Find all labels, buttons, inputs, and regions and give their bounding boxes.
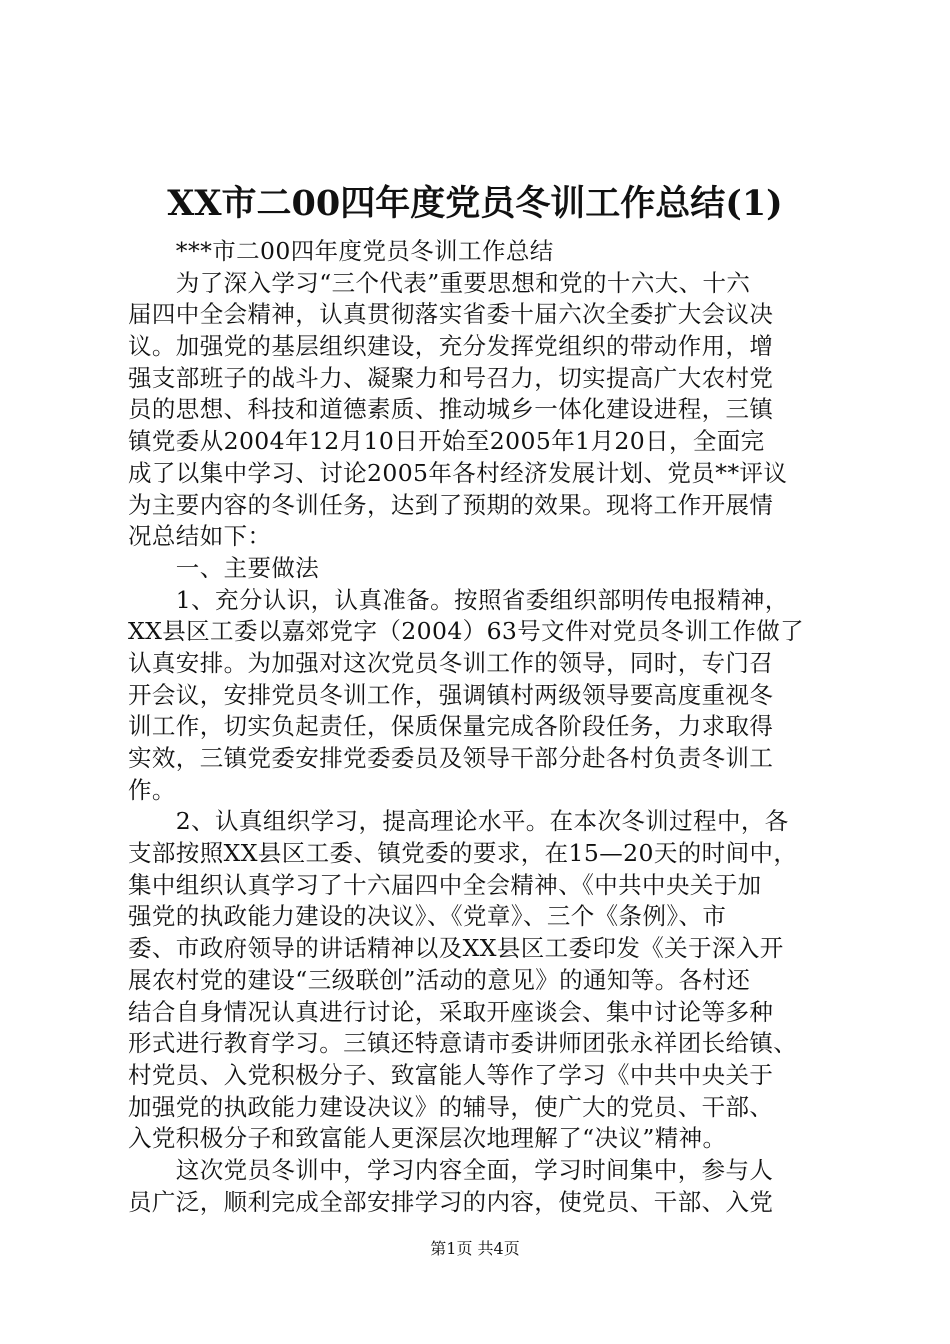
body-line: 况总结如下： xyxy=(128,522,272,551)
body-line: 结合自身情况认真进行讨论，采取开座谈会、集中讨论等多种 xyxy=(128,997,774,1026)
body-line: 为了深入学习“三个代表”重要思想和党的十六大、十六 xyxy=(128,268,751,297)
body-line: 训工作，切实负起责任，保质保量完成各阶段任务，力求取得 xyxy=(128,712,774,741)
body-line: 作。 xyxy=(128,775,176,804)
body-line: 为主要内容的冬训任务，达到了预期的效果。现将工作开展情 xyxy=(128,490,774,519)
body-line: 1、充分认识，认真准备。按照省委组织部明传电报精神， xyxy=(128,585,789,614)
body-line: 员广泛，顺利完成全部安排学习的内容，使党员、干部、入党 xyxy=(128,1187,774,1216)
body-line: 成了以集中学习、讨论2005年各村经济发展计划、党员**评议 xyxy=(128,458,788,487)
body-line: 这次党员冬训中，学习内容全面，学习时间集中，参与人 xyxy=(128,1155,774,1184)
body-line: 入党积极分子和致富能人更深层次地理解了“决议”精神。 xyxy=(128,1124,727,1153)
body-line: 委、市政府领导的讲话精神以及XX县区工委印发《关于深入开 xyxy=(128,934,784,963)
body-line: 认真安排。为加强对这次党员冬训工作的领导，同时，专门召 xyxy=(128,648,774,677)
body-line: 村党员、入党积极分子、致富能人等作了学习《中共中央关于 xyxy=(128,1060,774,1089)
document-title: XX市二00四年度党员冬训工作总结(1) xyxy=(167,183,783,224)
body-line: 形式进行教育学习。三镇还特意请市委讲师团张永祥团长给镇、 xyxy=(128,1029,798,1058)
body-line: 集中组织认真学习了十六届四中全会精神、《中共中央关于加 xyxy=(128,870,762,899)
body-line: 镇党委从2004年12月10日开始至2005年1月20日，全面完 xyxy=(128,427,765,456)
body-line: 议。加强党的基层组织建设，充分发挥党组织的带动作用，增 xyxy=(128,332,774,361)
body-line: 届四中全会精神，认真贯彻落实省委十届六次全委扩大会议决 xyxy=(128,300,774,329)
body-line: 开会议，安排党员冬训工作，强调镇村两级领导要高度重视冬 xyxy=(128,680,774,709)
body-line: 员的思想、科技和道德素质、推动城乡一体化建设进程，三镇 xyxy=(128,395,774,424)
body-line: 展农村党的建设“三级联创”活动的意见》的通知等。各村还 xyxy=(128,965,751,994)
body-line: ***市二00四年度党员冬训工作总结 xyxy=(128,237,554,265)
body-line: 强支部班子的战斗力、凝聚力和号召力，切实提高广大农村党 xyxy=(128,363,774,392)
body-line: XX县区工委以嘉郊党字（2004）63号文件对党员冬训工作做了 xyxy=(128,617,805,646)
body-line: 支部按照XX县区工委、镇党委的要求，在15—20天的时间中， xyxy=(128,839,798,868)
section-heading: 一、主要做法 xyxy=(128,553,320,582)
body-line: 2、认真组织学习，提高理论水平。在本次冬训过程中，各 xyxy=(128,807,789,836)
body-line: 强党的执政能力建设的决议》、《党章》、三个《条例》、市 xyxy=(128,902,727,931)
document-body xyxy=(128,236,828,1218)
page-number-footer: 第1页 共4页 xyxy=(430,1239,520,1258)
body-line: 加强党的执政能力建设决议》的辅导，使广大的党员、干部、 xyxy=(128,1092,774,1121)
body-line: 实效，三镇党委安排党委委员及领导干部分赴各村负责冬训工 xyxy=(128,744,774,772)
